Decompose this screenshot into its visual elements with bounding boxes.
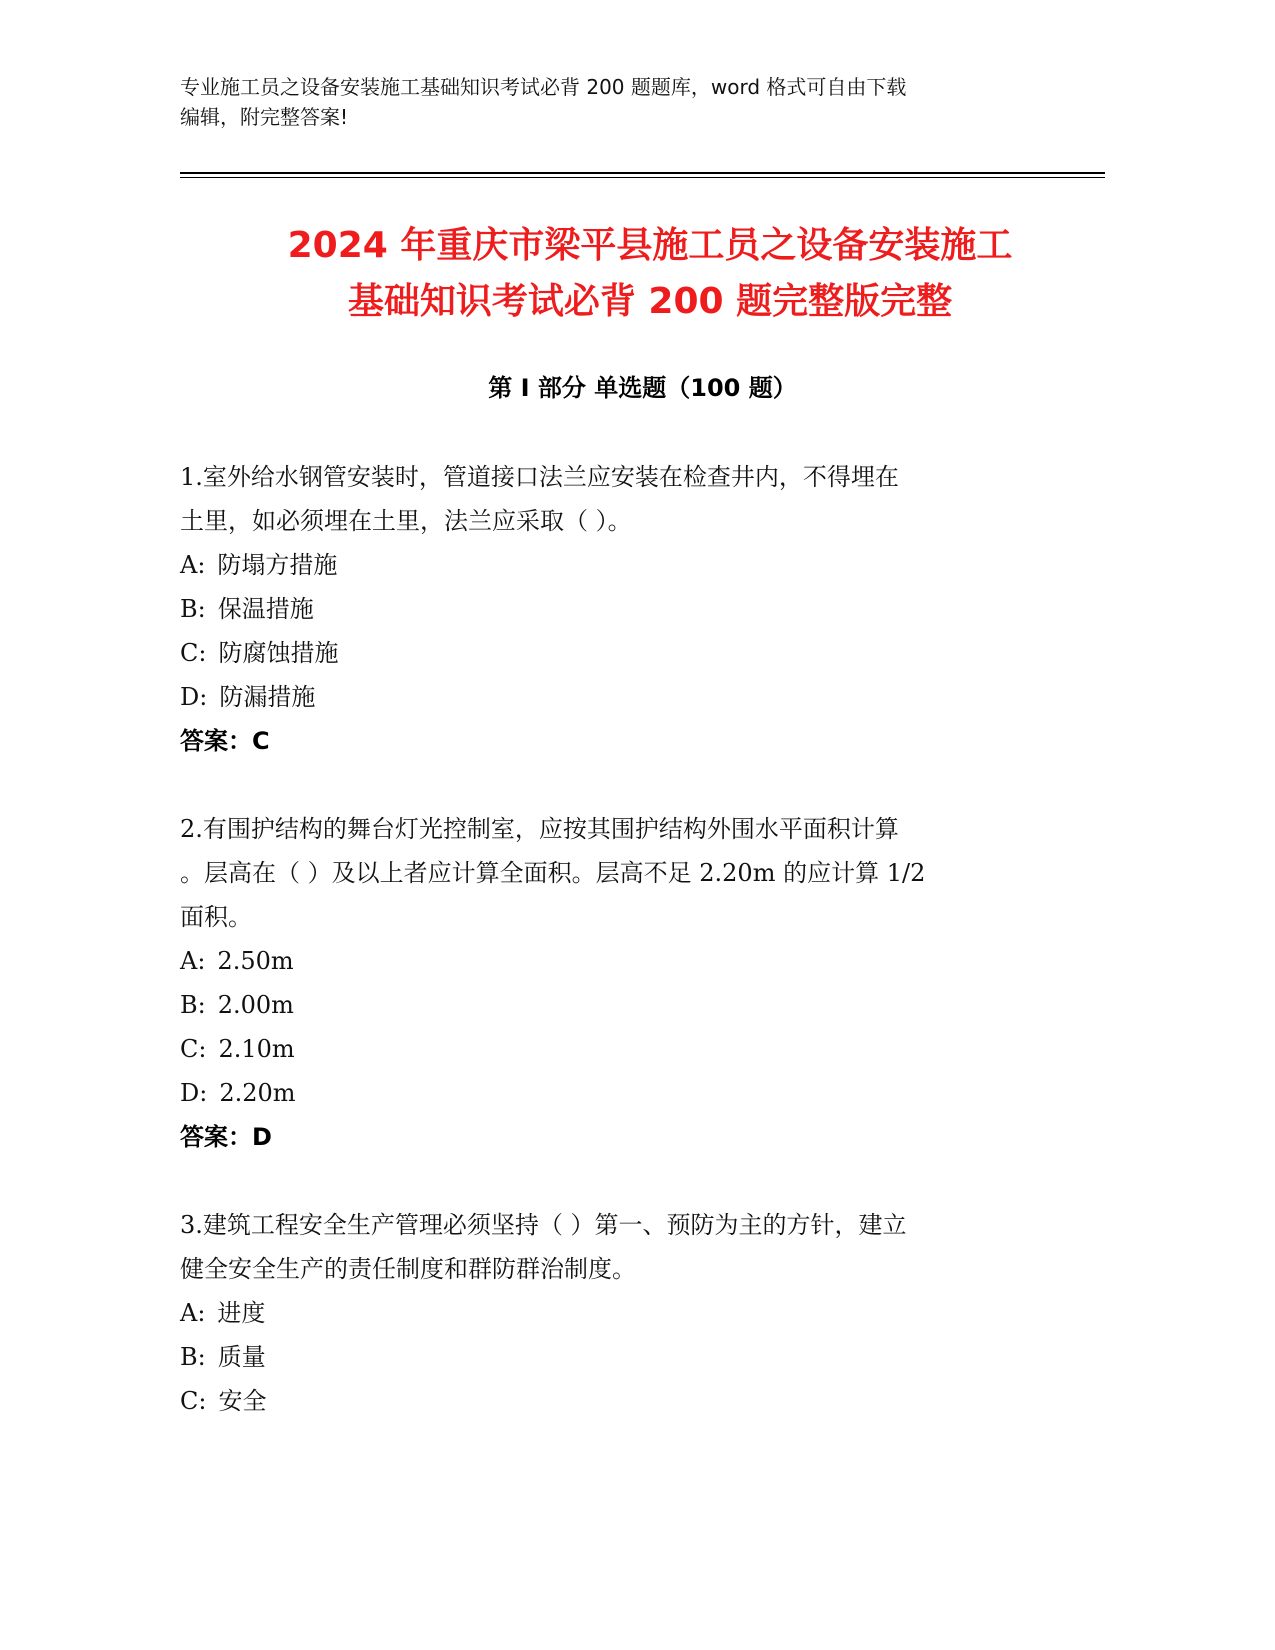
option-text: 2.00m <box>217 991 294 1019</box>
question-1-option-c <box>180 631 1040 675</box>
question-3 <box>180 1203 1040 1423</box>
header-note-line-1: 专业施工员之设备安装施工基础知识考试必背 200 题题库，word 格式可自由下载 <box>180 75 907 99</box>
option-key: C: <box>180 1035 207 1063</box>
option-key: C: <box>180 639 207 667</box>
question-1-option-a <box>180 543 1040 587</box>
question-spacer <box>180 1159 1040 1203</box>
question-3-option-b <box>180 1335 1040 1379</box>
header-note-line-2: 编辑，附完整答案! <box>180 105 349 129</box>
header-note <box>180 72 1040 132</box>
header-divider-thin <box>180 177 1105 178</box>
option-text: 2.50m <box>217 947 294 975</box>
option-key: A: <box>180 1299 206 1327</box>
document-title-line-1: 2024 年重庆市梁平县施工员之设备安装施工 <box>287 225 1013 266</box>
question-1-answer: 答案：C <box>180 727 270 755</box>
option-text: 质量 <box>217 1343 266 1371</box>
question-1-option-d <box>180 675 1040 719</box>
question-1 <box>180 455 1040 763</box>
section-title: 第 I 部分 单选题（100 题） <box>488 374 797 402</box>
question-3-option-c <box>180 1379 1040 1423</box>
question-2-text-line-3: 面积。 <box>180 903 252 931</box>
option-text: 安全 <box>218 1387 267 1415</box>
option-text: 防漏措施 <box>219 683 316 711</box>
question-2 <box>180 807 1040 1159</box>
option-key: B: <box>180 595 206 623</box>
option-key: D: <box>180 1079 208 1107</box>
question-3-text-line-2: 健全安全生产的责任制度和群防群治制度。 <box>180 1255 636 1283</box>
question-spacer <box>180 763 1040 807</box>
question-2-option-c <box>180 1027 1040 1071</box>
option-key: B: <box>180 1343 206 1371</box>
question-2-answer: 答案：D <box>180 1123 272 1151</box>
question-1-text-line-2: 土里，如必须埋在土里，法兰应采取（ ）。 <box>180 507 632 535</box>
option-text: 保温措施 <box>217 595 314 623</box>
option-key: A: <box>180 947 206 975</box>
question-2-text-line-1: 2.有围护结构的舞台灯光控制室，应按其围护结构外围水平面积计算 <box>180 815 899 843</box>
question-3-text-line-1: 3.建筑工程安全生产管理必须坚持（ ）第一、预防为主的方针，建立 <box>180 1211 907 1239</box>
question-list <box>180 455 1040 1423</box>
option-key: C: <box>180 1387 207 1415</box>
question-1-option-b <box>180 587 1040 631</box>
option-key: A: <box>180 551 206 579</box>
question-3-option-a <box>180 1291 1040 1335</box>
option-text: 进度 <box>217 1299 266 1327</box>
header-divider-thick <box>180 172 1105 174</box>
option-key: D: <box>180 683 208 711</box>
question-2-option-a <box>180 939 1040 983</box>
option-text: 防塌方措施 <box>217 551 338 579</box>
option-text: 2.10m <box>218 1035 295 1063</box>
question-1-text-line-1: 1.室外给水钢管安装时，管道接口法兰应安装在检查井内，不得埋在 <box>180 463 899 491</box>
option-key: B: <box>180 991 206 1019</box>
question-2-text-line-2: 。层高在（ ）及以上者应计算全面积。层高不足 2.20m 的应计算 1/2 <box>180 859 926 887</box>
option-text: 2.20m <box>219 1079 296 1107</box>
option-text: 防腐蚀措施 <box>218 639 339 667</box>
question-2-option-d <box>180 1071 1040 1115</box>
document-title <box>150 218 1150 330</box>
document-title-line-2: 基础知识考试必背 200 题完整版完整 <box>347 281 953 322</box>
question-2-option-b <box>180 983 1040 1027</box>
